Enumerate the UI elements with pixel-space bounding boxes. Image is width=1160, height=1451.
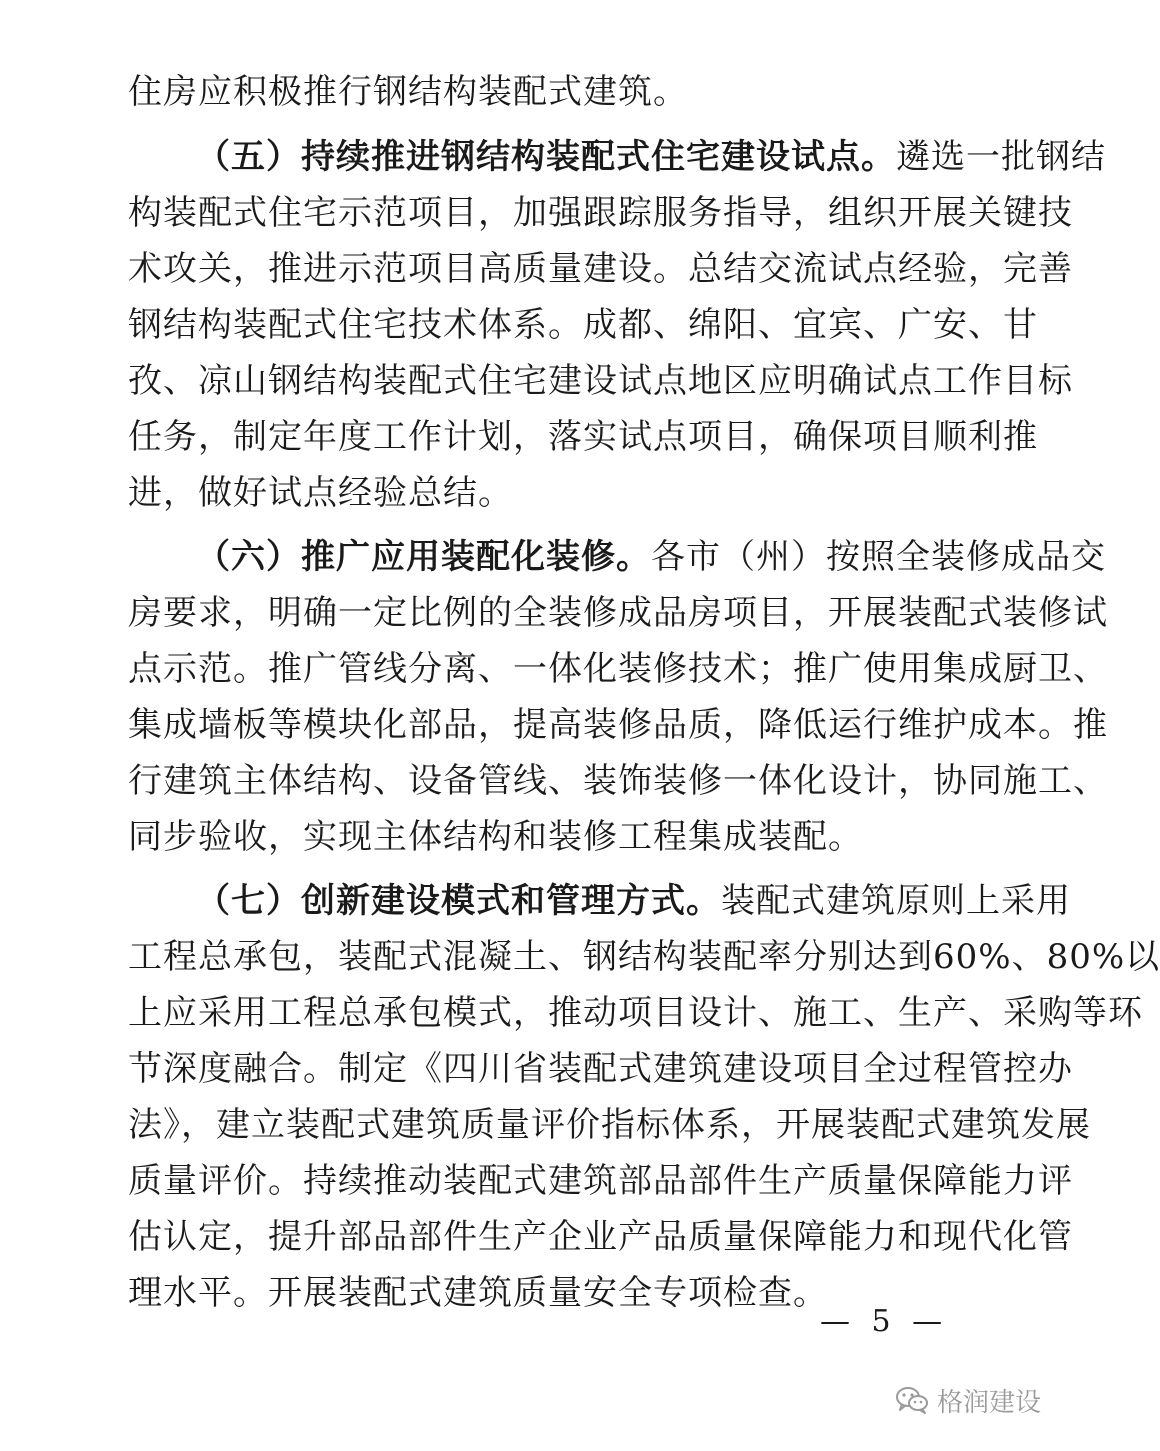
section-7-heading-line: （七）创新建设模式和管理方式。装配式建筑原则上采用	[196, 881, 1071, 921]
text-line: 孜、凉山钢结构装配式住宅建设试点地区应明确试点工作目标	[128, 361, 1073, 401]
text-line: 住房应积极推行钢结构装配式建筑。	[128, 72, 688, 112]
section-heading: （六）推广应用装配化装修。	[196, 537, 651, 577]
section-6-heading-line: （六）推广应用装配化装修。各市（州）按照全装修成品交	[196, 537, 1106, 577]
text-line: 任务，制定年度工作计划，落实试点项目，确保项目顺利推	[128, 417, 1038, 457]
text-line: 同步验收，实现主体结构和装修工程集成装配。	[128, 817, 863, 857]
text-line: 上应采用工程总承包模式，推动项目设计、施工、生产、采购等环	[128, 993, 1143, 1033]
watermark	[895, 1378, 1041, 1422]
text-line: 进，做好试点经验总结。	[128, 473, 513, 513]
text-line: 工程总承包，装配式混凝土、钢结构装配率分别达到60%、80%以	[128, 937, 1160, 977]
text-line: 术攻关，推进示范项目高质量建设。总结交流试点经验，完善	[128, 249, 1073, 289]
text-line: 估认定，提升部品部件生产企业产品质量保障能力和现代化管	[128, 1217, 1073, 1257]
text-line: 钢结构装配式住宅技术体系。成都、绵阳、宜宾、广安、甘	[128, 305, 1038, 345]
text-line: 点示范。推广管线分离、一体化装修技术；推广使用集成厨卫、	[128, 649, 1108, 689]
wechat-icon	[895, 1385, 929, 1415]
page-number: — 5 —	[820, 1304, 949, 1339]
text-line: 行建筑主体结构、设备管线、装饰装修一体化设计，协同施工、	[128, 761, 1108, 801]
text-line: 法》，建立装配式建筑质量评价指标体系，开展装配式建筑发展	[128, 1105, 1091, 1145]
text-line: 房要求，明确一定比例的全装修成品房项目，开展装配式装修试	[128, 593, 1108, 633]
text-line: 构装配式住宅示范项目，加强跟踪服务指导，组织开展关键技	[128, 193, 1073, 233]
watermark-text: 格润建设	[937, 1387, 1042, 1418]
section-heading: （五）持续推进钢结构装配式住宅建设试点。	[196, 137, 896, 177]
section-heading: （七）创新建设模式和管理方式。	[196, 881, 721, 921]
text-line: 节深度融合。制定《四川省装配式建筑建设项目全过程管控办	[128, 1049, 1073, 1089]
text-line: 理水平。开展装配式建筑质量安全专项检查。	[128, 1273, 828, 1313]
text-line: 质量评价。持续推动装配式建筑部品部件生产质量保障能力评	[128, 1161, 1073, 1201]
text-line: 集成墙板等模块化部品，提高装修品质，降低运行维护成本。推	[128, 705, 1108, 745]
section-5-heading-line: （五）持续推进钢结构装配式住宅建设试点。遴选一批钢结	[196, 137, 1106, 177]
